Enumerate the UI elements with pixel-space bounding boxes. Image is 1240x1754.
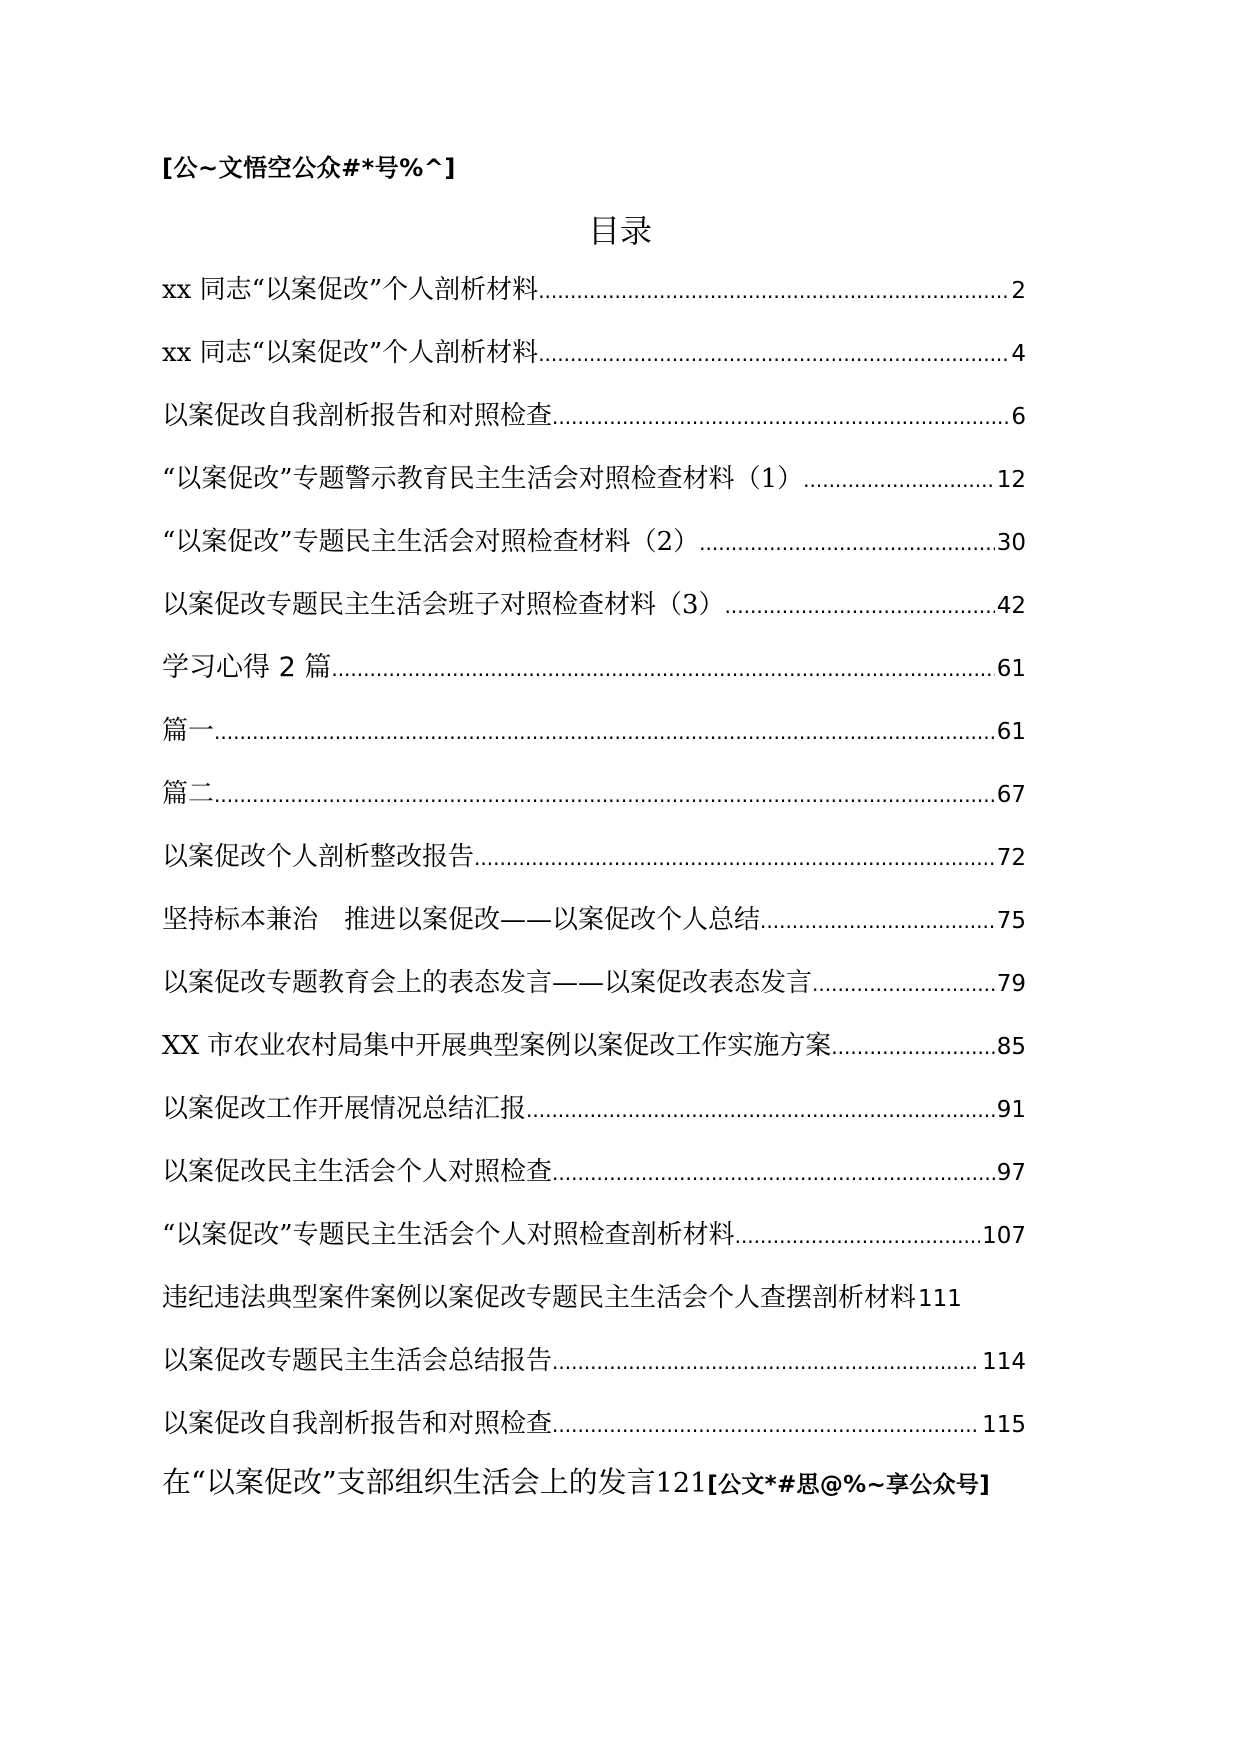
toc-dot-leader bbox=[538, 334, 1009, 374]
toc-entry-page: 114 bbox=[982, 1349, 1026, 1375]
toc-entry-page: 4 bbox=[1011, 341, 1026, 367]
toc-entry-label: xx 同志“以案促改”个人剖析材料 bbox=[162, 275, 539, 305]
toc-entry-page: 72 bbox=[996, 845, 1026, 871]
table-of-contents bbox=[162, 270, 1026, 1467]
toc-entry-page: 91 bbox=[996, 1097, 1026, 1123]
toc-entry-page: 6 bbox=[1011, 404, 1026, 430]
toc-entry-label: 以案促改自我剖析报告和对照检查 bbox=[162, 401, 553, 431]
toc-entry-page: 121 bbox=[655, 1468, 708, 1499]
toc-dot-leader bbox=[552, 1405, 980, 1445]
toc-entry[interactable] bbox=[162, 1278, 1062, 1341]
footer-watermark-text: [公文*#思@%~享公众号] bbox=[707, 1472, 991, 1498]
toc-entry-label: 以案促改自我剖析报告和对照检查 bbox=[162, 1409, 553, 1439]
toc-dot-leader bbox=[812, 964, 995, 1004]
toc-entry[interactable] bbox=[162, 963, 1026, 1026]
toc-dot-leader bbox=[699, 523, 995, 563]
toc-entry-page: 30 bbox=[996, 530, 1026, 556]
toc-entry-page: 2 bbox=[1011, 278, 1026, 304]
toc-entry[interactable] bbox=[162, 711, 1026, 774]
toc-entry[interactable] bbox=[162, 585, 1026, 648]
toc-entry[interactable] bbox=[162, 1089, 1026, 1152]
toc-entry[interactable] bbox=[162, 522, 1026, 585]
toc-entry-page: 12 bbox=[996, 467, 1026, 493]
toc-dot-leader bbox=[725, 586, 995, 626]
toc-entry[interactable] bbox=[162, 1341, 1026, 1404]
toc-entry-label: 以案促改工作开展情况总结汇报 bbox=[162, 1094, 527, 1124]
toc-dot-leader bbox=[474, 838, 995, 878]
toc-dot-leader bbox=[526, 1090, 995, 1130]
toc-entry-page: 115 bbox=[982, 1412, 1026, 1438]
toc-entry-page: 61 bbox=[996, 719, 1026, 745]
toc-entry-page: 97 bbox=[996, 1160, 1026, 1186]
toc-entry[interactable] bbox=[162, 900, 1026, 963]
toc-entry[interactable] bbox=[162, 1026, 1026, 1089]
toc-entry-label: XX 市农业农村局集中开展典型案例以案促改工作实施方案 bbox=[162, 1031, 832, 1061]
toc-entry-label: 违纪违法典型案件案例以案促改专题民主生活会个人查摆剖析材料 bbox=[162, 1283, 917, 1313]
toc-entry-label: 以案促改专题民主生活会班子对照检查材料（3） bbox=[162, 590, 725, 620]
toc-entry-page: 107 bbox=[982, 1223, 1026, 1249]
toc-entry[interactable] bbox=[162, 1404, 1026, 1467]
toc-final-entry[interactable] bbox=[162, 1462, 990, 1505]
toc-entry-label: “以案促改”专题民主生活会个人对照检查剖析材料 bbox=[162, 1220, 735, 1250]
toc-entry-label: xx 同志“以案促改”个人剖析材料 bbox=[162, 338, 539, 368]
toc-entry[interactable] bbox=[162, 270, 1026, 333]
toc-entry-page: 111 bbox=[918, 1286, 962, 1312]
toc-entry[interactable] bbox=[162, 774, 1026, 837]
toc-dot-leader bbox=[803, 460, 995, 500]
toc-entry[interactable] bbox=[162, 1215, 1026, 1278]
toc-title: 目录 bbox=[587, 212, 652, 250]
toc-dot-leader bbox=[538, 271, 1009, 311]
toc-dot-leader bbox=[331, 649, 994, 689]
toc-dot-leader bbox=[214, 775, 995, 815]
toc-entry-page: 79 bbox=[996, 971, 1026, 997]
toc-entry-label: 以案促改专题民主生活会总结报告 bbox=[162, 1346, 553, 1376]
toc-entry[interactable] bbox=[162, 459, 1026, 522]
toc-dot-leader bbox=[552, 1153, 995, 1193]
toc-entry-page: 67 bbox=[996, 782, 1026, 808]
toc-entry-label: “以案促改”专题警示教育民主生活会对照检查材料（1） bbox=[162, 464, 804, 494]
toc-entry[interactable] bbox=[162, 333, 1026, 396]
toc-dot-leader bbox=[760, 901, 995, 941]
toc-entry-page: 61 bbox=[996, 656, 1026, 682]
toc-entry[interactable] bbox=[162, 1152, 1026, 1215]
toc-entry-page: 42 bbox=[996, 593, 1026, 619]
toc-dot-leader bbox=[214, 712, 995, 752]
toc-entry-label: “以案促改”专题民主生活会对照检查材料（2） bbox=[162, 527, 700, 557]
toc-entry-label: 以案促改专题教育会上的表态发言——以案促改表态发言 bbox=[162, 968, 813, 998]
toc-entry-label: 以案促改个人剖析整改报告 bbox=[162, 842, 475, 872]
toc-entry[interactable] bbox=[162, 396, 1026, 459]
toc-entry-heading[interactable] bbox=[162, 648, 1026, 711]
toc-entry-label: 在“以案促改”支部组织生活会上的发言 bbox=[162, 1465, 656, 1499]
toc-dot-leader bbox=[552, 1342, 980, 1382]
toc-entry-label: 篇二 bbox=[162, 779, 215, 809]
header-watermark-text: [公~文悟空公众#*号%^] bbox=[162, 154, 456, 182]
toc-entry-page: 75 bbox=[996, 908, 1026, 934]
toc-entry-label: 学习心得 2 篇 bbox=[162, 652, 332, 683]
toc-entry-label: 坚持标本兼治 推进以案促改——以案促改个人总结 bbox=[162, 905, 761, 935]
toc-dot-leader bbox=[735, 1216, 981, 1256]
toc-entry-page: 85 bbox=[996, 1034, 1026, 1060]
toc-entry-label: 篇一 bbox=[162, 716, 215, 746]
toc-dot-leader bbox=[831, 1027, 994, 1067]
toc-entry-label: 以案促改民主生活会个人对照检查 bbox=[162, 1157, 553, 1187]
toc-entry[interactable] bbox=[162, 837, 1026, 900]
toc-dot-leader bbox=[552, 397, 1009, 437]
